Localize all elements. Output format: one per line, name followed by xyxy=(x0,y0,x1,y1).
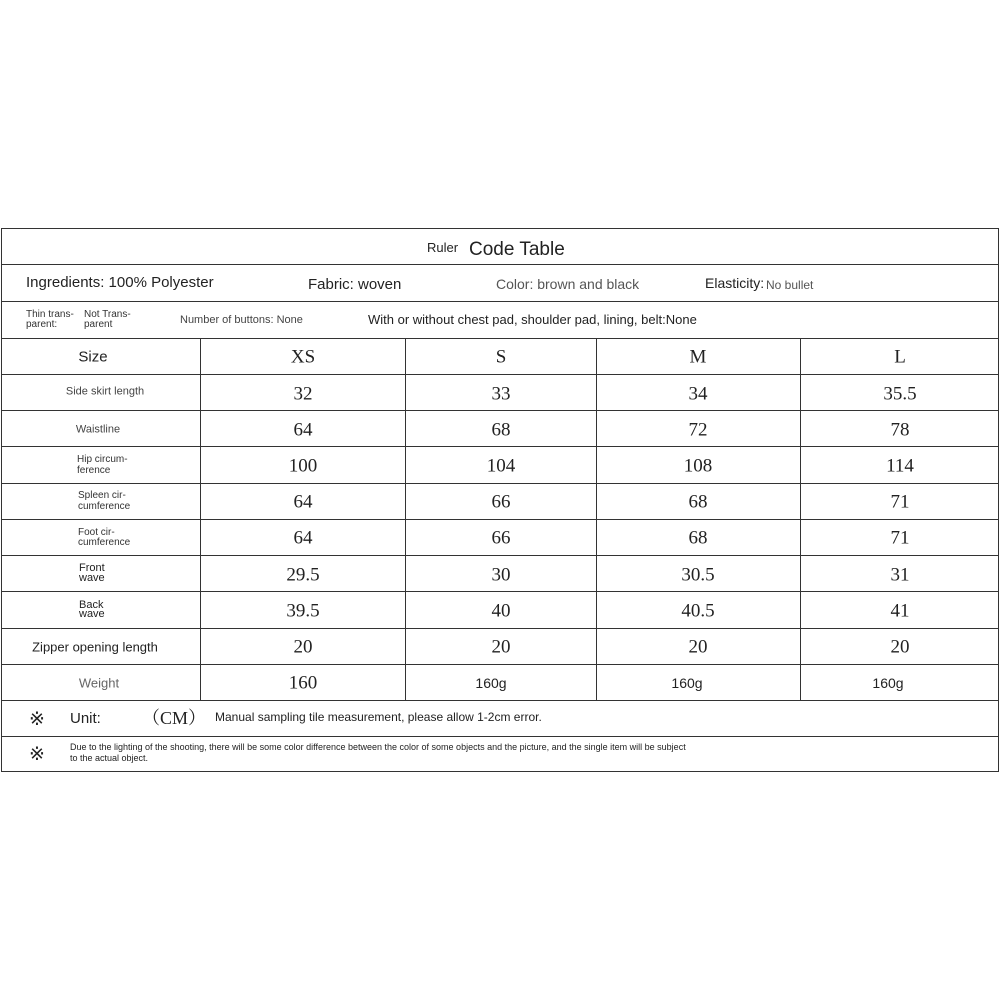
cell-value: 68 xyxy=(491,419,511,441)
cell-value: 160 xyxy=(288,672,318,694)
size-chart xyxy=(1,228,999,772)
cell-value: 31 xyxy=(890,564,910,586)
thin-value-line1: Not Trans- xyxy=(84,309,131,320)
row-divider xyxy=(2,446,998,447)
size-header-label: Size xyxy=(78,348,108,366)
size-header-m: M xyxy=(689,346,707,368)
cell-value: 34 xyxy=(688,383,708,405)
cell-value: 64 xyxy=(293,491,313,513)
row-divider xyxy=(2,264,998,265)
thin-label-line1: Thin trans- xyxy=(26,309,74,320)
cell-value: 40 xyxy=(491,600,511,622)
page-title: Code Table xyxy=(469,239,565,260)
cell-value: 32 xyxy=(293,383,313,405)
cell-value: 64 xyxy=(293,527,313,549)
size-header-l: L xyxy=(894,346,906,368)
cell-value: 66 xyxy=(491,527,511,549)
row-label-hip-line1: Hip circum- xyxy=(77,454,128,465)
row-label-back-line1: Back xyxy=(79,599,104,611)
column-divider xyxy=(200,338,201,700)
row-divider xyxy=(2,700,998,701)
elasticity-label: Elasticity: xyxy=(705,275,765,291)
row-divider xyxy=(2,483,998,484)
cell-value: 78 xyxy=(890,419,910,441)
size-header-xs: XS xyxy=(290,346,316,368)
row-divider xyxy=(2,519,998,520)
elasticity-value: No bullet xyxy=(766,278,814,292)
cell-value: 35.5 xyxy=(883,383,917,405)
cell-value: 160g xyxy=(671,675,703,691)
cell-value: 114 xyxy=(886,455,914,477)
cell-value: 39.5 xyxy=(286,600,320,622)
column-divider xyxy=(596,338,597,700)
row-divider xyxy=(2,374,998,375)
cell-value: 20 xyxy=(293,636,313,658)
measurement-note: Manual sampling tile measurement, please allow 1-2cm error. xyxy=(215,710,542,724)
cell-value: 30.5 xyxy=(681,564,715,586)
cell-value: 108 xyxy=(683,455,713,477)
thin-value-line2: parent xyxy=(84,319,113,330)
disclaimer-line1: Due to the lighting of the shooting, there will be some color difference between the color of some objects and the picture, and the single item will be subject xyxy=(70,742,686,752)
extras-value: None xyxy=(665,312,697,327)
row-divider xyxy=(2,410,998,411)
column-divider xyxy=(800,338,801,700)
thin-label-line2: parent: xyxy=(26,319,58,330)
row-label-hip-line2: ference xyxy=(77,465,111,476)
row-divider xyxy=(2,338,998,339)
size-header-s: S xyxy=(495,346,507,368)
unit-label: Unit: xyxy=(70,710,101,727)
cell-value: 20 xyxy=(688,636,708,658)
row-divider xyxy=(2,736,998,737)
row-divider xyxy=(2,555,998,556)
row-label-side-skirt-length: Side skirt length xyxy=(65,385,145,398)
cell-value: 29.5 xyxy=(286,564,320,586)
row-label-spleen-line2: cumference xyxy=(78,501,131,512)
row-divider xyxy=(2,664,998,665)
row-divider xyxy=(2,301,998,302)
disclaimer-line2: to the actual object. xyxy=(70,753,149,763)
extras-label: With or without chest pad, shoulder pad, lining, belt: xyxy=(368,312,666,327)
color-text: Color: brown and black xyxy=(496,276,640,292)
reference-mark-icon: ※ xyxy=(29,744,45,765)
cell-value: 40.5 xyxy=(681,600,715,622)
cell-value: 68 xyxy=(688,491,708,513)
column-divider xyxy=(405,338,406,700)
cell-value: 20 xyxy=(890,636,910,658)
row-label-back-line2: wave xyxy=(79,608,105,620)
cell-value: 64 xyxy=(293,419,313,441)
cell-value: 71 xyxy=(890,527,910,549)
cell-value: 41 xyxy=(890,600,910,622)
cell-value: 71 xyxy=(890,491,910,513)
reference-mark-icon: ※ xyxy=(29,709,45,730)
row-label-zipper: Zipper opening length xyxy=(32,639,158,655)
row-label-foot-line1: Foot cir- xyxy=(78,527,115,538)
cell-value: 100 xyxy=(288,455,318,477)
fabric-text: Fabric: woven xyxy=(308,276,402,293)
row-label-spleen-line1: Spleen cir- xyxy=(78,490,126,501)
row-label-front-line2: wave xyxy=(79,572,105,584)
row-label-front-line1: Front xyxy=(79,562,105,574)
title-prefix: Ruler xyxy=(427,240,459,255)
cell-value: 20 xyxy=(491,636,511,658)
cell-value: 160g xyxy=(475,675,507,691)
row-divider xyxy=(2,591,998,592)
cell-value: 104 xyxy=(486,455,516,477)
ingredients-text: Ingredients: 100% Polyester xyxy=(26,274,214,291)
row-label-waistline: Waistline xyxy=(75,423,121,436)
cell-value: 66 xyxy=(491,491,511,513)
cell-value: 160g xyxy=(872,675,904,691)
unit-value: （CM） xyxy=(142,708,207,728)
cell-value: 30 xyxy=(491,564,511,586)
buttons-text: Number of buttons: None xyxy=(180,314,303,326)
extras-text xyxy=(368,313,697,326)
cell-value: 68 xyxy=(688,527,708,549)
row-label-weight: Weight xyxy=(78,675,120,691)
cell-value: 33 xyxy=(491,383,511,405)
cell-value: 72 xyxy=(688,419,708,441)
row-label-foot-line2: cumference xyxy=(78,537,131,548)
row-divider xyxy=(2,628,998,629)
